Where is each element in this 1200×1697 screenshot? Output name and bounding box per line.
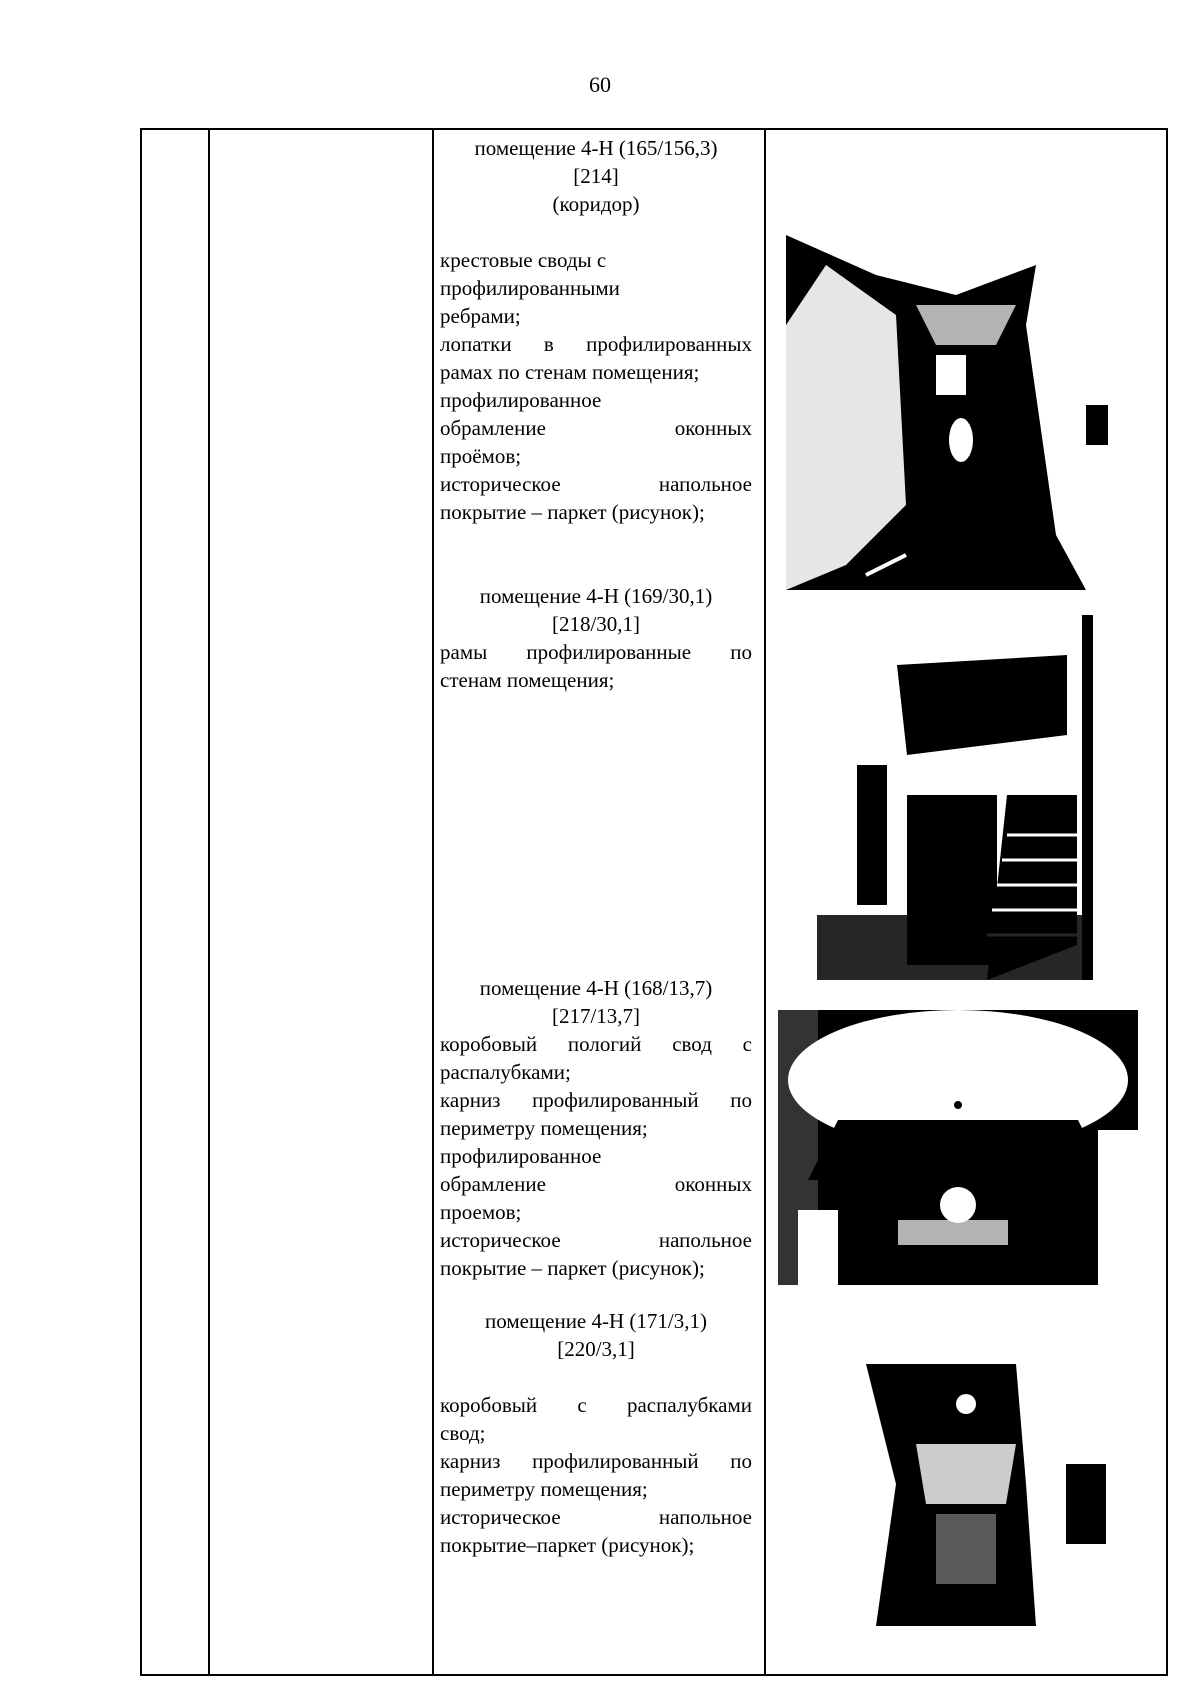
- entry-1-heading-line-2: [214]: [573, 164, 619, 188]
- photo-hall-staircase: [817, 615, 1093, 980]
- entry-3-line: обрамление оконных: [440, 1172, 752, 1196]
- entry-3-text: [440, 974, 752, 1282]
- entry-1-line: историческое напольное: [440, 472, 752, 496]
- entry-4-line: историческое напольное: [440, 1505, 752, 1529]
- entry-2-text: [440, 582, 752, 694]
- entry-1-heading-line-3: (коридор): [552, 192, 640, 216]
- entry-3-line: периметру помещения;: [440, 1116, 648, 1140]
- photo-corridor-vaults: [786, 205, 1128, 590]
- entry-1-line: профилированными: [440, 276, 620, 300]
- entry-2-line: рамы профилированные по: [440, 640, 752, 664]
- entry-4-line: периметру помещения;: [440, 1477, 648, 1501]
- entry-1-heading-line-1: помещение 4-Н (165/156,3): [474, 136, 718, 160]
- entry-1-line: крестовые своды с: [440, 248, 607, 272]
- entry-1-line: проёмов;: [440, 444, 522, 468]
- entry-4-line: карниз профилированный по: [440, 1449, 752, 1473]
- entry-2-heading-line-1: помещение 4-Н (169/30,1): [479, 584, 713, 608]
- entry-1-line: лопатки в профилированных: [440, 332, 752, 356]
- entry-3-line: карниз профилированный по: [440, 1088, 752, 1112]
- entry-4-heading-line-2: [220/3,1]: [557, 1337, 635, 1361]
- column-divider-1: [208, 130, 210, 1674]
- entry-3-line: коробовый пологий свод с: [440, 1032, 752, 1056]
- entry-2-line: стенам помещения;: [440, 668, 615, 692]
- entry-4-line: покрытие–паркет (рисунок);: [440, 1533, 695, 1557]
- entry-1-line: профилированное: [440, 388, 602, 412]
- entry-4-text: [440, 1307, 752, 1559]
- column-divider-3: [764, 130, 766, 1674]
- entry-3-line: распалубками;: [440, 1060, 571, 1084]
- entry-3-line: профилированное: [440, 1144, 602, 1168]
- photo-room-vault: [778, 1010, 1138, 1285]
- entry-1-line: обрамление оконных: [440, 416, 752, 440]
- column-divider-2: [432, 130, 434, 1674]
- entry-1-line: ребрами;: [440, 304, 521, 328]
- entry-3-heading-line-1: помещение 4-Н (168/13,7): [479, 976, 713, 1000]
- entry-3-line: историческое напольное: [440, 1228, 752, 1252]
- entry-1-text: [440, 134, 752, 526]
- photo-narrow-corridor: [786, 1364, 1132, 1626]
- entry-3-line: проемов;: [440, 1200, 522, 1224]
- entry-4-heading-line-1: помещение 4-Н (171/3,1): [485, 1309, 707, 1333]
- entry-3-heading-line-2: [217/13,7]: [551, 1004, 641, 1028]
- entry-1-line: рамах по стенам помещения;: [440, 360, 700, 384]
- entry-4-line: коробовый с распалубками: [440, 1393, 752, 1417]
- entry-2-heading-line-2: [218/30,1]: [551, 612, 641, 636]
- entry-3-line: покрытие – паркет (рисунок);: [440, 1256, 705, 1280]
- entry-1-line: покрытие – паркет (рисунок);: [440, 500, 705, 524]
- entry-4-line: свод;: [440, 1421, 486, 1445]
- page-number: 60: [589, 72, 611, 97]
